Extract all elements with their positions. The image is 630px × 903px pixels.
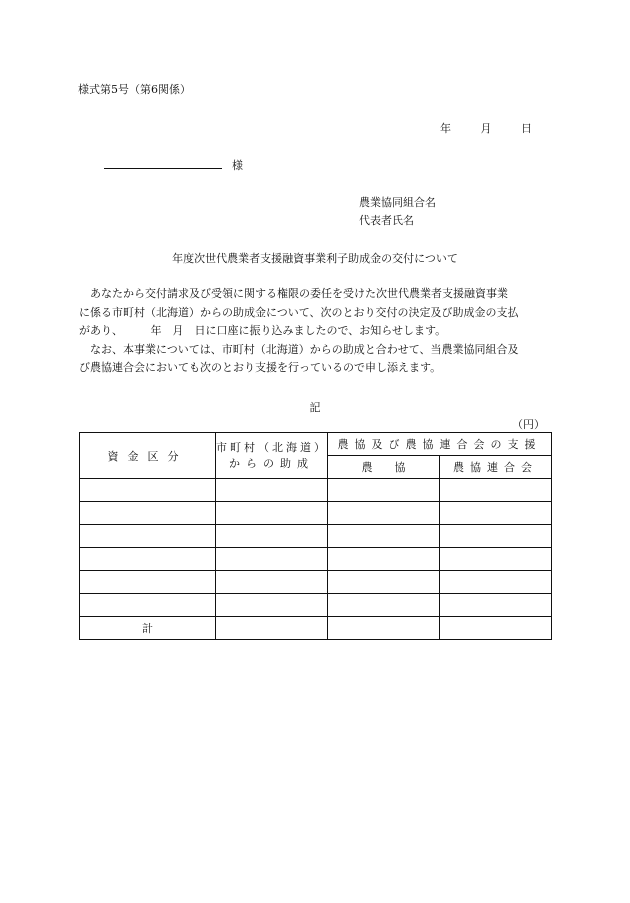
table-row xyxy=(80,571,552,594)
addressee-suffix: 様 xyxy=(232,159,243,172)
form-number: 様式第5号（第6関係） xyxy=(78,83,191,96)
total-label: 計 xyxy=(80,617,216,640)
body-paragraph-1-line-1: あなたから交付請求及び受領に関する権限の委任を受けた次世代農業者支援融資事業 xyxy=(90,287,508,300)
amount-table xyxy=(79,432,552,640)
body-paragraph-2-line-2: び農協連合会においても次のとおり支援を行っているので申し添えます。 xyxy=(79,361,442,374)
table-row xyxy=(80,479,552,502)
document-title: 年度次世代農業者支援融資事業利子助成金の交付について xyxy=(172,252,458,265)
date-day: 日 xyxy=(521,122,532,135)
body-paragraph-1-line-3: があり、 年 月 日に口座に振り込みましたので、お知らせします。 xyxy=(79,324,447,337)
date-line xyxy=(440,120,532,136)
sender-organization: 農業協同組合名 xyxy=(359,196,436,209)
header-municipal: 市町村（北海道） からの助成 xyxy=(216,433,328,479)
date-month: 月 xyxy=(480,122,492,135)
header-support: 農協及び農協連合会の支援 xyxy=(328,433,552,456)
date-year: 年 xyxy=(440,122,451,135)
unit-label: （円） xyxy=(512,418,545,431)
table-row xyxy=(80,502,552,525)
table-row xyxy=(80,548,552,571)
table-row xyxy=(80,525,552,548)
body-paragraph-2-line-1: なお、本事業については、市町村（北海道）からの助成と合わせて、当農業協同組合及 xyxy=(90,342,519,356)
header-nokyo: 農 協 xyxy=(328,456,440,479)
header-category: 資金区分 xyxy=(80,433,216,479)
body-text xyxy=(79,285,552,378)
total-row xyxy=(80,617,552,640)
addressee-name-line xyxy=(104,168,222,169)
header-federation: 農協連合会 xyxy=(440,456,552,479)
table-row xyxy=(80,594,552,617)
sender-representative: 代表者氏名 xyxy=(359,214,414,227)
body-paragraph-1-line-2: に係る市町村（北海道）からの助成金について、次のとおり交付の決定及び助成金の支払 xyxy=(79,305,519,319)
ki-heading: 記 xyxy=(309,401,321,414)
